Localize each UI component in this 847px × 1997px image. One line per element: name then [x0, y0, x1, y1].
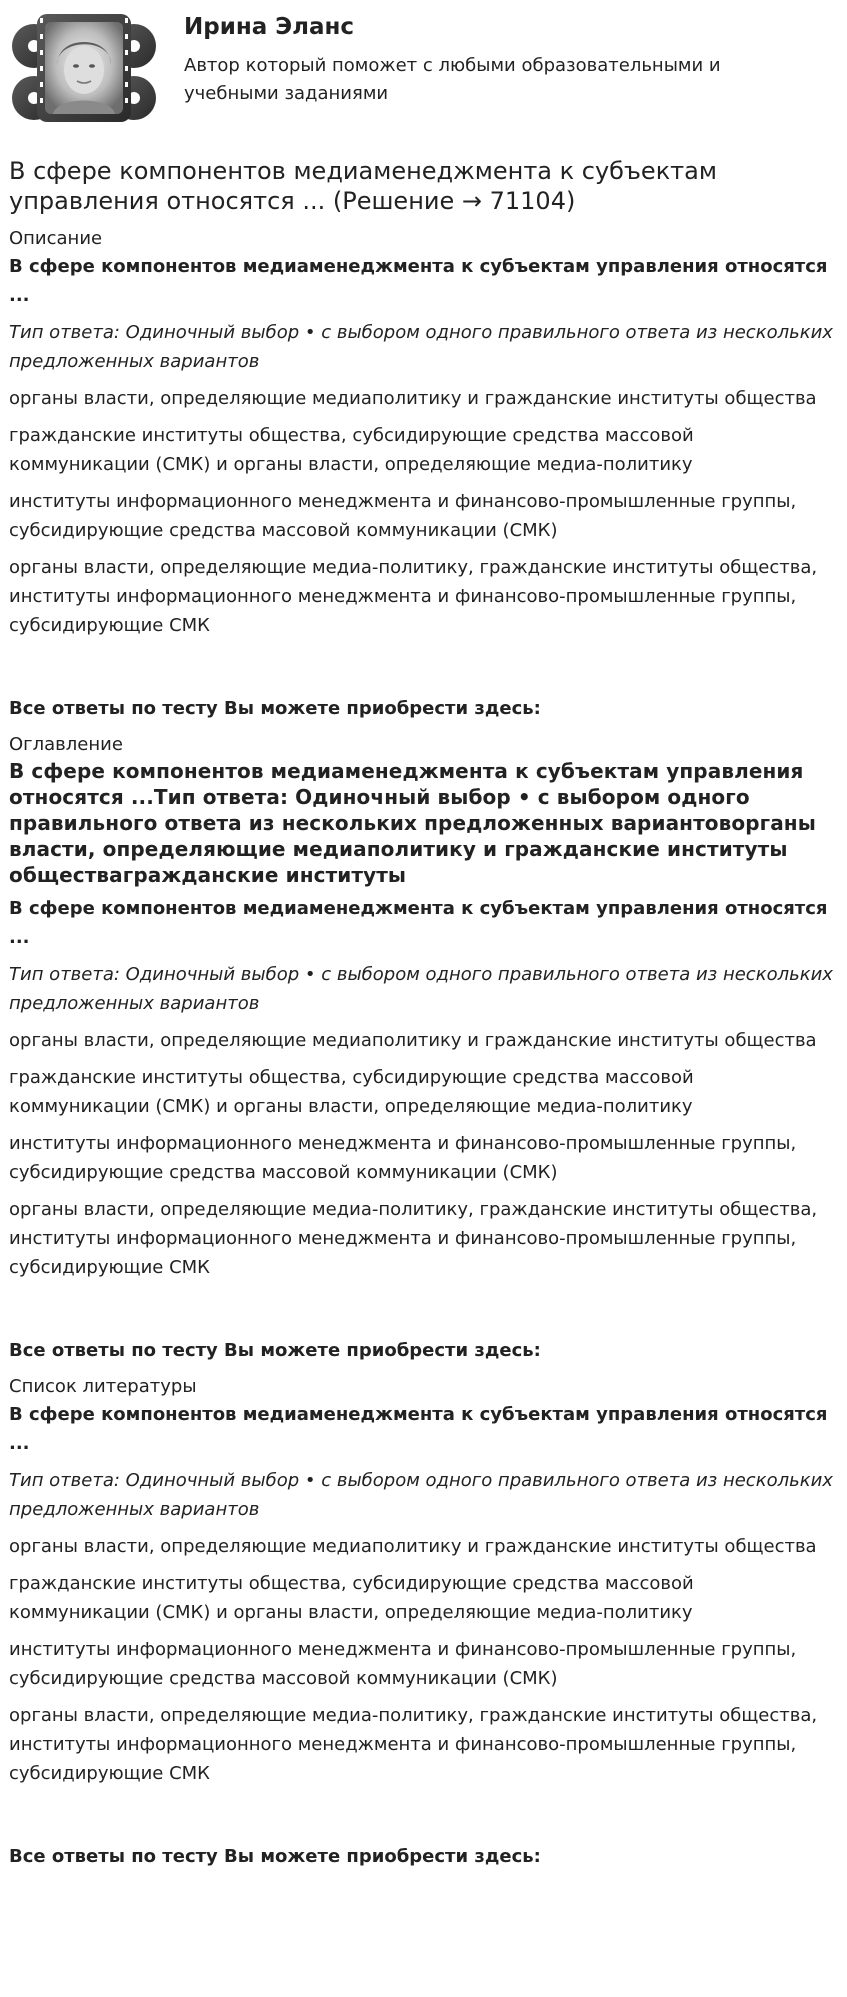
avatar[interactable]: [9, 8, 159, 130]
answer-type: Тип ответа: Одиночный выбор • с выбором одного правильного ответа из нескольких предложенных вариантов: [9, 322, 833, 372]
question-text: В сфере компонентов медиаменеджмента к субъектам управления относятся ...: [9, 898, 828, 948]
answer-option: органы власти, определяющие медиаполитику и гражданские институты общества: [9, 1536, 817, 1557]
answer-option: гражданские институты общества, субсидирующие средства массовой коммуникации (СМК) и органы власти, определяющие медиа-политику: [9, 425, 694, 475]
answer-type: Тип ответа: Одиночный выбор • с выбором одного правильного ответа из нескольких предложенных вариантов: [9, 964, 833, 1014]
answer-option: органы власти, определяющие медиаполитику и гражданские институты общества: [9, 388, 817, 409]
answer-option: органы власти, определяющие медиаполитику и гражданские институты общества: [9, 1030, 817, 1051]
answer-option: гражданские институты общества, субсидирующие средства массовой коммуникации (СМК) и органы власти, определяющие медиа-политику: [9, 1067, 694, 1117]
toc-section: [9, 732, 838, 1364]
page-title: В сфере компонентов медиаменеджмента к субъектам управления относятся ... (Решение → 71104): [9, 157, 717, 215]
author-card: [9, 8, 838, 144]
author-name[interactable]: Ирина Эланс: [184, 14, 355, 40]
answer-type: Тип ответа: Одиночный выбор • с выбором одного правильного ответа из нескольких предложенных вариантов: [9, 1470, 833, 1520]
buy-answers-text: Все ответы по тесту Вы можете приобрести здесь:: [9, 1846, 541, 1867]
answer-option: органы власти, определяющие медиа-политику, гражданские институты общества, институты информационного менеджмента и финансово-промышленные группы, субсидирующие СМК: [9, 1705, 818, 1784]
answer-option: институты информационного менеджмента и финансово-промышленные группы, субсидирующие средства массовой коммуникации (СМК): [9, 1639, 797, 1689]
description-section: [9, 226, 838, 722]
spacer: [9, 1290, 838, 1338]
answer-option: институты информационного менеджмента и финансово-промышленные группы, субсидирующие средства массовой коммуникации (СМК): [9, 1133, 797, 1183]
spacer: [9, 1796, 838, 1844]
answer-option: органы власти, определяющие медиа-политику, гражданские институты общества, институты информационного менеджмента и финансово-промышленные группы, субсидирующие СМК: [9, 1199, 818, 1278]
section-label-description: Описание: [9, 228, 103, 249]
answer-option: гражданские институты общества, субсидирующие средства массовой коммуникации (СМК) и органы власти, определяющие медиа-политику: [9, 1573, 694, 1623]
question-text: В сфере компонентов медиаменеджмента к субъектам управления относятся ...: [9, 1404, 828, 1454]
section-label-literature: Список литературы: [9, 1376, 197, 1397]
author-info: [184, 8, 784, 108]
author-description: Автор который поможет с любыми образовательными и учебными заданиями: [184, 55, 721, 104]
toc-heading: В сфере компонентов медиаменеджмента к субъектам управления относятся ...Тип ответа: Одиночный выбор • с выбором одного правильного ответа из нескольких предложенных вариантоворганы власти, определяющие медиаполитику и гражданские институты обществагражданские институты: [9, 759, 816, 887]
buy-answers-text: Все ответы по тесту Вы можете приобрести здесь:: [9, 698, 541, 719]
spacer: [9, 648, 838, 696]
question-text: В сфере компонентов медиаменеджмента к субъектам управления относятся ...: [9, 256, 828, 306]
section-label-toc: Оглавление: [9, 734, 123, 755]
literature-section: [9, 1374, 838, 1870]
buy-answers-text: Все ответы по тесту Вы можете приобрести здесь:: [9, 1340, 541, 1361]
film-reel-avatar-icon: [9, 8, 159, 130]
answer-option: институты информационного менеджмента и финансово-промышленные группы, субсидирующие средства массовой коммуникации (СМК): [9, 491, 797, 541]
answer-option: органы власти, определяющие медиа-политику, гражданские институты общества, институты информационного менеджмента и финансово-промышленные группы, субсидирующие СМК: [9, 557, 818, 636]
